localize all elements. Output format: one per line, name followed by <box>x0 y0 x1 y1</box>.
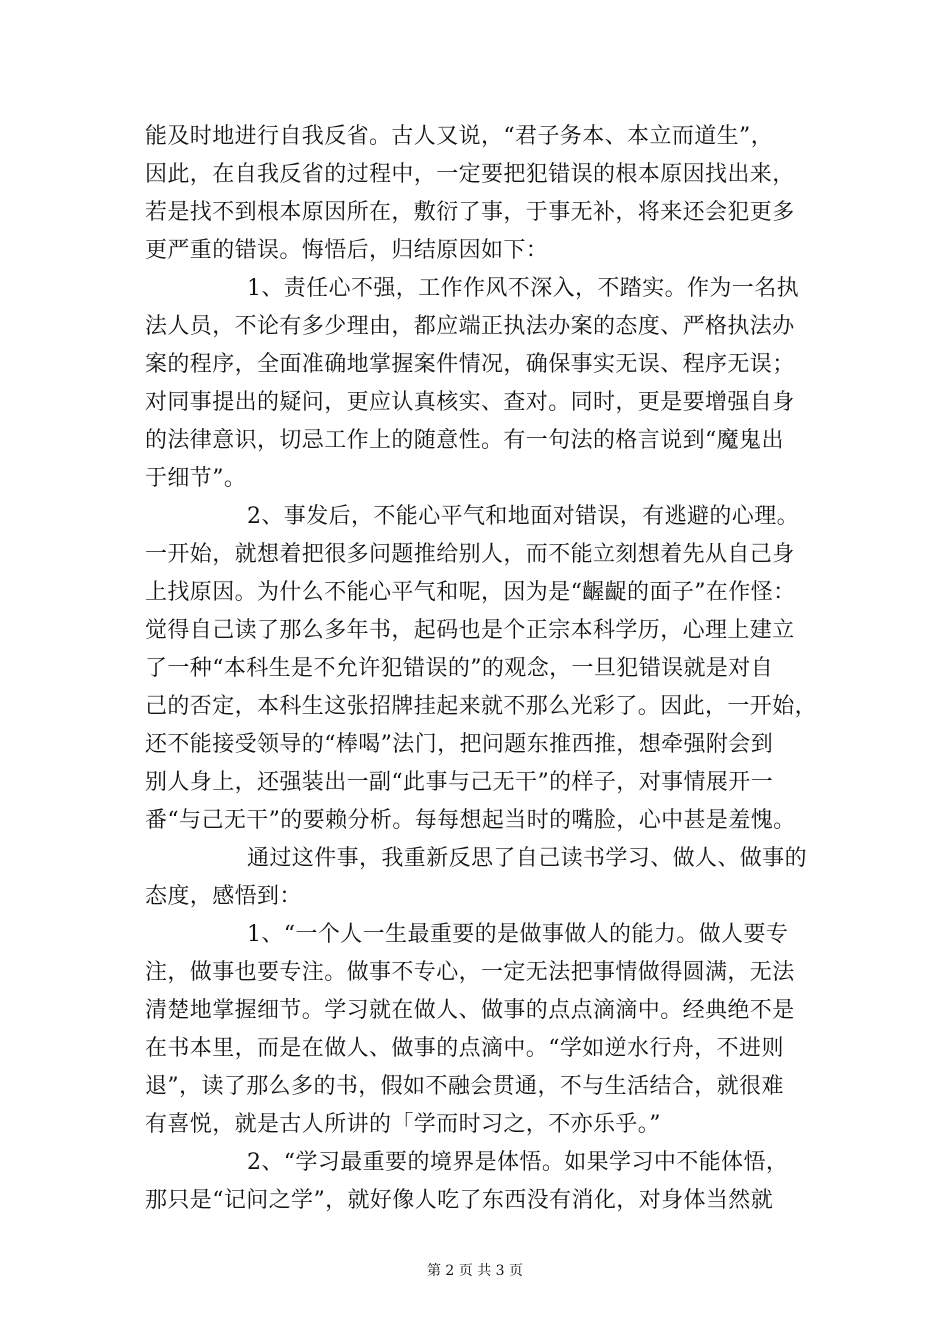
text-line: 退”，读了那么多的书，假如不融会贯通，不与生活结合，就很难 <box>145 1074 784 1099</box>
text-line: 有喜悦，就是古人所讲的「学而时习之，不亦乐乎。” <box>145 1112 661 1137</box>
text-line: 还不能接受领导的“棒喝”法门，把问题东推西推，想牵强附会到 <box>145 732 774 757</box>
text-line: 对同事提出的疑问，更应认真核实、查对。同时，更是要增强自身 <box>145 390 795 415</box>
text-line: 番“与己无干”的要赖分析。每每想起当时的嘴脸，心中甚是羞愧。 <box>145 808 796 833</box>
text-line: 1、责任心不强，工作作风不深入，不踏实。作为一名执 <box>247 276 799 301</box>
text-line: 一开始，就想着把很多问题推给别人，而不能立刻想着先从自己身 <box>145 542 795 567</box>
text-line: 法人员，不论有多少理由，都应端正执法办案的态度、严格执法办 <box>145 314 795 339</box>
text-line: 了一种“本科生是不允许犯错误的”的观念，一旦犯错误就是对自 <box>145 656 774 681</box>
text-line: 的法律意识，切忌工作上的随意性。有一句法的格言说到“魔鬼出 <box>145 428 784 453</box>
text-line: 1、“一个人一生最重要的是做事做人的能力。做人要专 <box>247 922 789 947</box>
text-line: 在书本里，而是在做人、做事的点滴中。“学如逆水行舟，不进则 <box>145 1036 784 1061</box>
text-line: 若是找不到根本原因所在，敷衍了事，于事无补，将来还会犯更多 <box>145 200 795 225</box>
text-line: 别人身上，还强装出一副“此事与己无干”的样子，对事情展开一 <box>145 770 774 795</box>
text-line: 因此，在自我反省的过程中，一定要把犯错误的根本原因找出来， <box>145 162 795 187</box>
text-line: 案的程序，全面准确地掌握案件情况，确保事实无误、程序无误； <box>145 352 795 377</box>
text-line: 态度，感悟到： <box>145 884 302 909</box>
text-line: 2、事发后，不能心平气和地面对错误，有逃避的心理。 <box>247 504 799 529</box>
text-line: 更严重的错误。悔悟后，归结原因如下： <box>145 238 549 263</box>
page-number-label: 第 2 页 共 3 页 <box>426 1263 524 1279</box>
text-line: 那只是“记问之学”，就好像人吃了东西没有消化，对身体当然就 <box>145 1188 774 1213</box>
text-line: 觉得自己读了那么多年书，起码也是个正宗本科学历，心理上建立 <box>145 618 795 643</box>
text-line: 2、“学习最重要的境界是体悟。如果学习中不能体悟， <box>247 1150 789 1175</box>
text-line: 能及时地进行自我反省。古人又说，“君子务本、本立而道生”， <box>145 124 774 149</box>
text-line: 上找原因。为什么不能心平气和呢，因为是“齷齪的面子”在作怪： <box>145 580 796 605</box>
text-line: 通过这件事，我重新反思了自己读书学习、做人、做事的 <box>247 846 808 871</box>
page-footer <box>0 1262 950 1280</box>
text-line: 于细节”。 <box>145 466 247 491</box>
text-line: 注，做事也要专注。做事不专心，一定无法把事情做得圆满，无法 <box>145 960 795 985</box>
text-line: 清楚地掌握细节。学习就在做人、做事的点点滴滴中。经典绝不是 <box>145 998 795 1023</box>
text-line: 己的否定，本科生这张招牌挂起来就不那么光彩了。因此，一开始， <box>145 694 818 719</box>
